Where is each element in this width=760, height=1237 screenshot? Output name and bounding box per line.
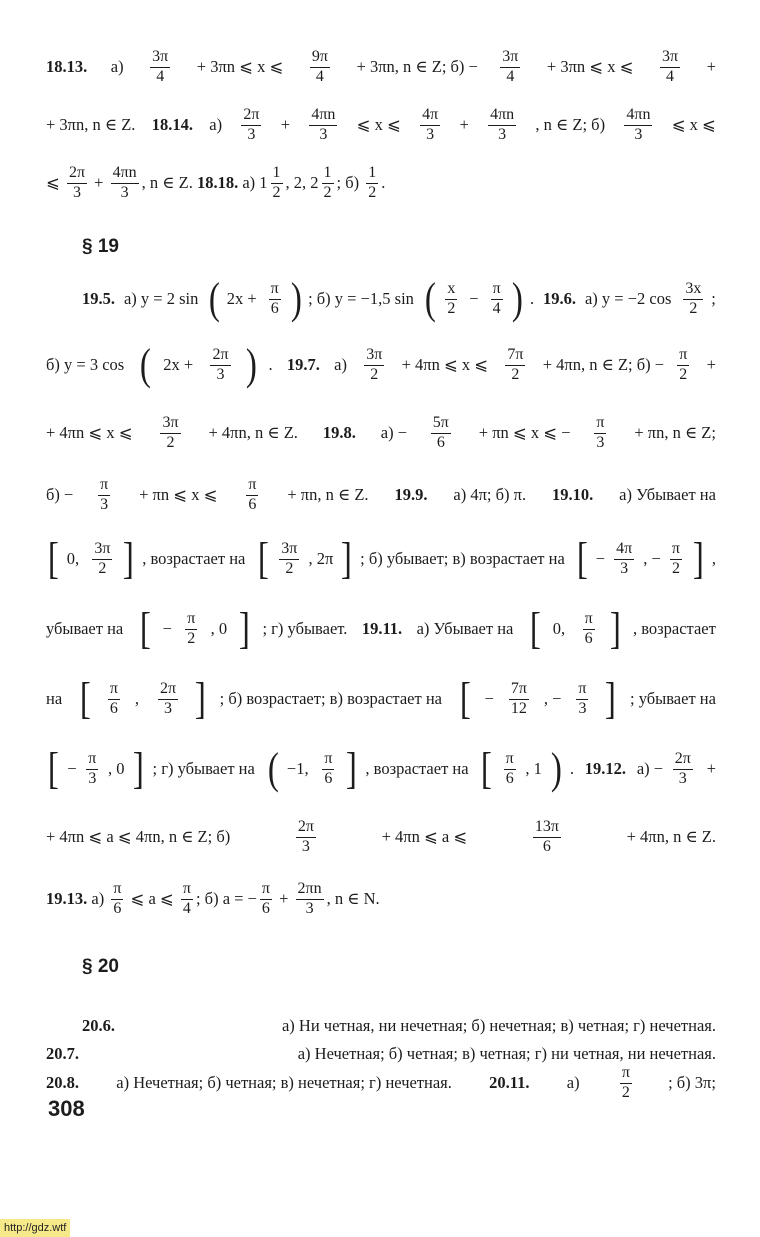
bracket: [ bbox=[80, 674, 92, 723]
fraction-denominator: 2 bbox=[370, 365, 379, 383]
answer-text: а) bbox=[106, 57, 128, 76]
fraction-denominator: 6 bbox=[261, 899, 270, 917]
fraction-numerator: π bbox=[269, 281, 281, 300]
fraction bbox=[509, 681, 529, 718]
fraction-denominator: 3 bbox=[620, 559, 629, 577]
fraction bbox=[420, 107, 440, 144]
fraction bbox=[660, 49, 680, 86]
answer-text: , 0 bbox=[108, 759, 125, 778]
fraction bbox=[683, 281, 703, 318]
fraction-denominator: 3 bbox=[164, 699, 173, 717]
answer-text: , 2π bbox=[308, 549, 334, 568]
fraction-numerator: π bbox=[594, 415, 606, 434]
fraction bbox=[181, 881, 193, 918]
fraction bbox=[594, 415, 606, 452]
answer-line-l12 bbox=[46, 808, 716, 866]
answer-text: + bbox=[90, 173, 108, 192]
fraction-denominator: 2 bbox=[447, 299, 456, 317]
answer-text: а) Нечетная; б) четная; в) нечетная; г) нечетная. bbox=[112, 1073, 457, 1092]
bracket: ) bbox=[290, 274, 302, 323]
fraction-numerator: π bbox=[322, 751, 334, 770]
fraction-denominator: 4 bbox=[182, 899, 191, 917]
fraction bbox=[108, 681, 120, 718]
fraction-denominator: 2 bbox=[166, 433, 175, 451]
fraction bbox=[67, 165, 87, 202]
fraction-numerator: 2π bbox=[210, 347, 230, 366]
fraction bbox=[111, 165, 139, 202]
answer-text: + πn, n ∈ Z. bbox=[283, 485, 373, 504]
bracket: ] bbox=[341, 534, 353, 583]
fraction-numerator: 3π bbox=[92, 541, 112, 560]
answer-text: − bbox=[465, 289, 483, 308]
fraction-numerator: 2π bbox=[67, 165, 87, 184]
fraction bbox=[158, 681, 178, 718]
fraction-denominator: 3 bbox=[596, 433, 605, 451]
fraction-numerator: 3π bbox=[364, 347, 384, 366]
fraction bbox=[505, 347, 525, 384]
fraction bbox=[309, 107, 337, 144]
problem-number: 19.6. bbox=[543, 289, 577, 308]
fraction-numerator: 2π bbox=[158, 681, 178, 700]
fraction-numerator: 1 bbox=[271, 165, 283, 184]
answer-line-l13 bbox=[46, 870, 716, 928]
fraction-numerator: π bbox=[677, 347, 689, 366]
answer-text: + bbox=[702, 355, 716, 374]
problem-number: 19.5. bbox=[82, 289, 115, 308]
answer-text: а) bbox=[205, 115, 227, 134]
fraction-numerator: 3π bbox=[150, 49, 170, 68]
answer-text: − bbox=[484, 689, 494, 708]
answer-text: ; б) убывает; в) возрастает на bbox=[360, 549, 569, 568]
fraction-denominator: 2 bbox=[511, 365, 520, 383]
answer-text: , 0 bbox=[210, 619, 228, 638]
fraction-denominator: 3 bbox=[426, 125, 435, 143]
fraction bbox=[296, 881, 324, 918]
section-heading-19: § 19 bbox=[82, 236, 119, 257]
bracket: ( bbox=[267, 744, 279, 793]
bracket: ] bbox=[345, 744, 357, 793]
answer-text: убывает на bbox=[46, 619, 128, 638]
fraction-numerator: 1 bbox=[366, 165, 378, 184]
bracket: [ bbox=[257, 534, 269, 583]
answer-text: ; bbox=[711, 289, 716, 308]
answer-text: ; б) bbox=[336, 173, 364, 192]
answer-line-l2 bbox=[46, 96, 716, 154]
fraction-denominator: 2 bbox=[671, 559, 680, 577]
answer-text: , возрастает на bbox=[142, 549, 250, 568]
answer-text: + 3πn, n ∈ Z. bbox=[46, 115, 140, 134]
answer-text: − bbox=[162, 619, 172, 638]
fraction bbox=[366, 165, 378, 202]
bracket: ) bbox=[550, 744, 562, 793]
bracket: ) bbox=[245, 340, 257, 389]
fraction bbox=[620, 1065, 632, 1102]
fraction-denominator: 2 bbox=[98, 559, 107, 577]
fraction-denominator: 6 bbox=[436, 433, 445, 451]
fraction-numerator: π bbox=[111, 881, 123, 900]
answer-text: ⩽ bbox=[46, 173, 64, 192]
answer-text: + 3πn ⩽ x ⩽ bbox=[542, 57, 638, 76]
fraction-numerator: 13π bbox=[533, 819, 561, 838]
fraction-numerator: 4π bbox=[614, 541, 634, 560]
answer-text: + 4πn ⩽ x ⩽ bbox=[397, 355, 493, 374]
fraction bbox=[86, 751, 98, 788]
bracket: [ bbox=[47, 744, 59, 793]
problem-number: 19.12. bbox=[584, 759, 627, 778]
answer-text: + 4πn ⩽ a ⩽ 4πn, n ∈ Z; б) bbox=[46, 827, 235, 846]
fraction-numerator: π bbox=[108, 681, 120, 700]
answer-text: , 1 bbox=[525, 759, 542, 778]
answer-text: , 2, 2 bbox=[285, 173, 319, 192]
answer-text: на bbox=[46, 689, 67, 708]
fraction-numerator: π bbox=[246, 477, 258, 496]
problem-number: 19.7. bbox=[286, 355, 320, 374]
fraction-numerator: 2π bbox=[241, 107, 261, 126]
bracket: [ bbox=[459, 674, 471, 723]
fraction-denominator: 4 bbox=[666, 67, 675, 85]
fraction-denominator: 2 bbox=[285, 559, 294, 577]
fraction-numerator: 7π bbox=[505, 347, 525, 366]
answer-text: , n ∈ Z. bbox=[141, 173, 197, 192]
problem-number: 18.14. bbox=[151, 115, 193, 134]
answer-text: . bbox=[529, 289, 539, 308]
fraction bbox=[160, 415, 180, 452]
fraction-numerator: 4πn bbox=[111, 165, 139, 184]
fraction-denominator: 2 bbox=[679, 365, 688, 383]
answer-text: + bbox=[274, 889, 293, 908]
fraction bbox=[583, 611, 595, 648]
fraction-denominator: 6 bbox=[248, 495, 257, 513]
answer-text: . bbox=[569, 759, 579, 778]
problem-number: 20.6. bbox=[82, 1016, 115, 1035]
answer-text: ; б) 3π; bbox=[668, 1073, 716, 1092]
bracket: ( bbox=[209, 274, 221, 323]
fraction-numerator: π bbox=[583, 611, 595, 630]
answer-text: , возрастает bbox=[632, 619, 716, 638]
fraction bbox=[150, 49, 170, 86]
bracket: [ bbox=[529, 604, 541, 653]
answer-line-l7 bbox=[46, 466, 716, 524]
fraction-denominator: 4 bbox=[492, 299, 501, 317]
fraction bbox=[576, 681, 588, 718]
fraction-numerator: 3π bbox=[500, 49, 520, 68]
fraction-denominator: 4 bbox=[156, 67, 165, 85]
fraction-numerator: 7π bbox=[509, 681, 529, 700]
answer-text: ⩽ x ⩽ bbox=[667, 115, 716, 134]
fraction bbox=[241, 107, 261, 144]
fraction bbox=[488, 107, 516, 144]
fraction bbox=[673, 751, 693, 788]
fraction-denominator: 6 bbox=[505, 769, 514, 787]
answer-text: ; б) возрастает; в) возрастает на bbox=[219, 689, 447, 708]
answer-text: , n ∈ N. bbox=[326, 889, 380, 908]
page-number: 308 bbox=[48, 1096, 85, 1121]
fraction bbox=[322, 751, 334, 788]
fraction bbox=[364, 347, 384, 384]
answer-text: + bbox=[702, 759, 716, 778]
answer-line-l10 bbox=[46, 670, 716, 728]
fraction-denominator: 2 bbox=[323, 183, 332, 201]
fraction bbox=[260, 881, 272, 918]
fraction-denominator: 2 bbox=[187, 629, 196, 647]
fraction-denominator: 3 bbox=[578, 699, 587, 717]
fraction-denominator: 3 bbox=[72, 183, 81, 201]
watermark-link[interactable]: http://gdz.wtf bbox=[0, 1219, 70, 1237]
answer-text: а) 4π; б) π. bbox=[449, 485, 531, 504]
fraction bbox=[271, 165, 283, 202]
answer-text: , − bbox=[643, 549, 661, 568]
fraction-numerator: π bbox=[491, 281, 503, 300]
answer-text: ; б) a = − bbox=[195, 889, 257, 908]
answer-line-l9 bbox=[46, 600, 716, 658]
fraction-denominator: 3 bbox=[88, 769, 97, 787]
bracket: ] bbox=[692, 534, 704, 583]
fraction-denominator: 3 bbox=[100, 495, 109, 513]
answer-text: ⩽ x ⩽ bbox=[352, 115, 405, 134]
bracket: ] bbox=[123, 534, 135, 583]
fraction-numerator: π bbox=[260, 881, 272, 900]
problem-number: 19.8. bbox=[322, 423, 356, 442]
fraction bbox=[111, 881, 123, 918]
answer-line-l14 bbox=[82, 1012, 716, 1040]
answer-text: а) 1 bbox=[238, 173, 268, 192]
answer-text: ; б) y = −1,5 sin bbox=[308, 289, 419, 308]
answer-text: + 3πn, n ∈ Z; б) − bbox=[352, 57, 478, 76]
answer-text: б) y = 3 cos bbox=[46, 355, 129, 374]
fraction bbox=[322, 165, 334, 202]
problem-number: 20.7. bbox=[46, 1044, 79, 1063]
fraction-numerator: π bbox=[620, 1065, 632, 1084]
bracket: [ bbox=[481, 744, 493, 793]
bracket: ] bbox=[239, 604, 251, 653]
problem-number: 19.13. bbox=[46, 889, 88, 908]
fraction-denominator: 4 bbox=[506, 67, 515, 85]
answer-text: а) Ни четная, ни нечетная; б) нечетная; в) четная; г) нечетная. bbox=[277, 1016, 716, 1035]
fraction-denominator: 3 bbox=[120, 183, 129, 201]
answer-text: 2x + bbox=[226, 289, 261, 308]
bracket: ( bbox=[424, 274, 436, 323]
answer-text: а) y = 2 sin bbox=[119, 289, 203, 308]
fraction-denominator: 3 bbox=[301, 837, 310, 855]
answer-line-l6 bbox=[46, 404, 716, 462]
fraction-numerator: π bbox=[181, 881, 193, 900]
fraction-numerator: 2π bbox=[673, 751, 693, 770]
answer-text: + bbox=[702, 57, 716, 76]
fraction-numerator: π bbox=[185, 611, 197, 630]
fraction-numerator: π bbox=[576, 681, 588, 700]
fraction bbox=[279, 541, 299, 578]
fraction-numerator: π bbox=[98, 477, 110, 496]
fraction bbox=[269, 281, 281, 318]
bracket: [ bbox=[47, 534, 59, 583]
fraction-numerator: 9π bbox=[310, 49, 330, 68]
fraction-denominator: 6 bbox=[113, 899, 122, 917]
answer-text: + 4πn ⩽ x ⩽ bbox=[46, 423, 137, 442]
fraction-numerator: 4πn bbox=[309, 107, 337, 126]
answer-text: + πn ⩽ x ⩽ − bbox=[474, 423, 571, 442]
fraction-numerator: x bbox=[445, 281, 457, 300]
answer-line-l4 bbox=[82, 270, 716, 328]
fraction-numerator: 4πn bbox=[488, 107, 516, 126]
fraction-denominator: 3 bbox=[498, 125, 507, 143]
answer-text: а) bbox=[87, 889, 109, 908]
fraction-denominator: 2 bbox=[368, 183, 377, 201]
fraction-denominator: 3 bbox=[247, 125, 256, 143]
fraction-numerator: 4π bbox=[420, 107, 440, 126]
problem-number: 18.13. bbox=[46, 57, 88, 76]
fraction bbox=[500, 49, 520, 86]
problem-number: 20.8. bbox=[46, 1073, 79, 1092]
fraction-denominator: 6 bbox=[324, 769, 333, 787]
bracket: ] bbox=[605, 674, 617, 723]
answer-text: + 4πn, n ∈ Z; б) − bbox=[538, 355, 665, 374]
answer-text: + 3πn ⩽ x ⩽ bbox=[192, 57, 288, 76]
answer-text: 0, bbox=[552, 619, 570, 638]
answer-text: а) Нечетная; б) четная; в) четная; г) ни четная, ни нечетная. bbox=[293, 1044, 716, 1063]
fraction-numerator: 2πn bbox=[296, 881, 324, 900]
fraction bbox=[504, 751, 516, 788]
fraction bbox=[185, 611, 197, 648]
fraction bbox=[92, 541, 112, 578]
fraction-denominator: 3 bbox=[634, 125, 643, 143]
answer-line-l3 bbox=[46, 154, 716, 212]
answer-text: , n ∈ Z; б) bbox=[531, 115, 610, 134]
answer-line-l11 bbox=[46, 740, 716, 798]
answer-text: − bbox=[595, 549, 606, 568]
section-heading-20: § 20 bbox=[82, 956, 119, 977]
answer-text: 0, bbox=[66, 549, 84, 568]
fraction-denominator: 6 bbox=[542, 837, 551, 855]
fraction-numerator: π bbox=[504, 751, 516, 770]
fraction bbox=[670, 541, 682, 578]
answer-text: ⩽ a ⩽ bbox=[126, 889, 178, 908]
answer-text: , bbox=[134, 689, 144, 708]
answer-text: + bbox=[276, 115, 295, 134]
fraction-denominator: 2 bbox=[272, 183, 281, 201]
answer-text: ; г) убывает на bbox=[152, 759, 259, 778]
fraction-denominator: 2 bbox=[621, 1083, 630, 1101]
answer-text: + 4πn, n ∈ Z. bbox=[204, 423, 303, 442]
answer-text: + bbox=[455, 115, 473, 134]
fraction-numerator: 5π bbox=[431, 415, 451, 434]
fraction-denominator: 12 bbox=[510, 699, 527, 717]
fraction-numerator: 1 bbox=[322, 165, 334, 184]
problem-number: 20.11. bbox=[489, 1073, 530, 1092]
fraction bbox=[614, 541, 634, 578]
answer-text: а) Убывает на bbox=[615, 485, 716, 504]
answer-text: а) y = −2 cos bbox=[580, 289, 676, 308]
fraction-denominator: 3 bbox=[305, 899, 314, 917]
fraction bbox=[624, 107, 652, 144]
answer-text: −1, bbox=[286, 759, 313, 778]
answer-text: + 4πn, n ∈ Z. bbox=[622, 827, 716, 846]
fraction-denominator: 4 bbox=[315, 67, 324, 85]
answer-line-l8 bbox=[46, 530, 716, 588]
answer-text: − bbox=[67, 759, 77, 778]
answer-text: а) bbox=[562, 1073, 584, 1092]
fraction bbox=[445, 281, 457, 318]
answer-line-l1 bbox=[46, 38, 716, 96]
fraction-denominator: 6 bbox=[270, 299, 279, 317]
problem-number: 19.11. bbox=[361, 619, 403, 638]
fraction-denominator: 2 bbox=[689, 299, 698, 317]
fraction bbox=[677, 347, 689, 384]
fraction-denominator: 6 bbox=[109, 699, 118, 717]
bracket: ] bbox=[609, 604, 621, 653]
answer-text: + πn ⩽ x ⩽ bbox=[135, 485, 222, 504]
fraction bbox=[310, 49, 330, 86]
problem-number: 19.9. bbox=[394, 485, 428, 504]
bracket: [ bbox=[576, 534, 588, 583]
fraction bbox=[98, 477, 110, 514]
bracket: ] bbox=[133, 744, 144, 793]
bracket: ] bbox=[194, 674, 206, 723]
answer-line-l5 bbox=[46, 336, 716, 394]
answer-text: . bbox=[381, 173, 386, 192]
fraction-numerator: 3x bbox=[683, 281, 703, 300]
fraction-numerator: 3π bbox=[160, 415, 180, 434]
fraction-numerator: 4πn bbox=[624, 107, 652, 126]
answer-text: 2x + bbox=[163, 355, 198, 374]
fraction-numerator: π bbox=[86, 751, 98, 770]
fraction bbox=[210, 347, 230, 384]
fraction-numerator: 3π bbox=[279, 541, 299, 560]
problem-number: 19.10. bbox=[552, 485, 594, 504]
answer-text: , − bbox=[543, 689, 562, 708]
answer-text: а) − bbox=[376, 423, 407, 442]
answer-text: а) Убывает на bbox=[412, 619, 518, 638]
answer-text: а) bbox=[330, 355, 352, 374]
answer-text: + πn, n ∈ Z; bbox=[630, 423, 716, 442]
fraction bbox=[533, 819, 561, 856]
answer-line-l16 bbox=[46, 1054, 716, 1112]
fraction-denominator: 6 bbox=[584, 629, 593, 647]
answer-text: а) − bbox=[632, 759, 664, 778]
answer-text: . bbox=[268, 355, 277, 374]
fraction-numerator: 3π bbox=[660, 49, 680, 68]
fraction bbox=[246, 477, 258, 514]
fraction bbox=[431, 415, 451, 452]
fraction-denominator: 3 bbox=[216, 365, 225, 383]
fraction-numerator: π bbox=[670, 541, 682, 560]
fraction bbox=[296, 819, 316, 856]
fraction bbox=[491, 281, 503, 318]
answer-text: + 4πn ⩽ a ⩽ bbox=[377, 827, 472, 846]
bracket: [ bbox=[139, 604, 151, 653]
answer-text: , bbox=[711, 549, 716, 568]
fraction-denominator: 3 bbox=[678, 769, 687, 787]
fraction-numerator: 2π bbox=[296, 819, 316, 838]
answer-text: , возрастает на bbox=[365, 759, 473, 778]
answer-text: ; г) убывает. bbox=[262, 619, 352, 638]
bracket: ( bbox=[140, 340, 152, 389]
problem-number: 18.18. bbox=[196, 173, 239, 192]
answer-text: б) − bbox=[46, 485, 74, 504]
fraction-denominator: 3 bbox=[319, 125, 328, 143]
bracket: ) bbox=[512, 274, 524, 323]
answer-text: ; убывает на bbox=[630, 689, 716, 708]
